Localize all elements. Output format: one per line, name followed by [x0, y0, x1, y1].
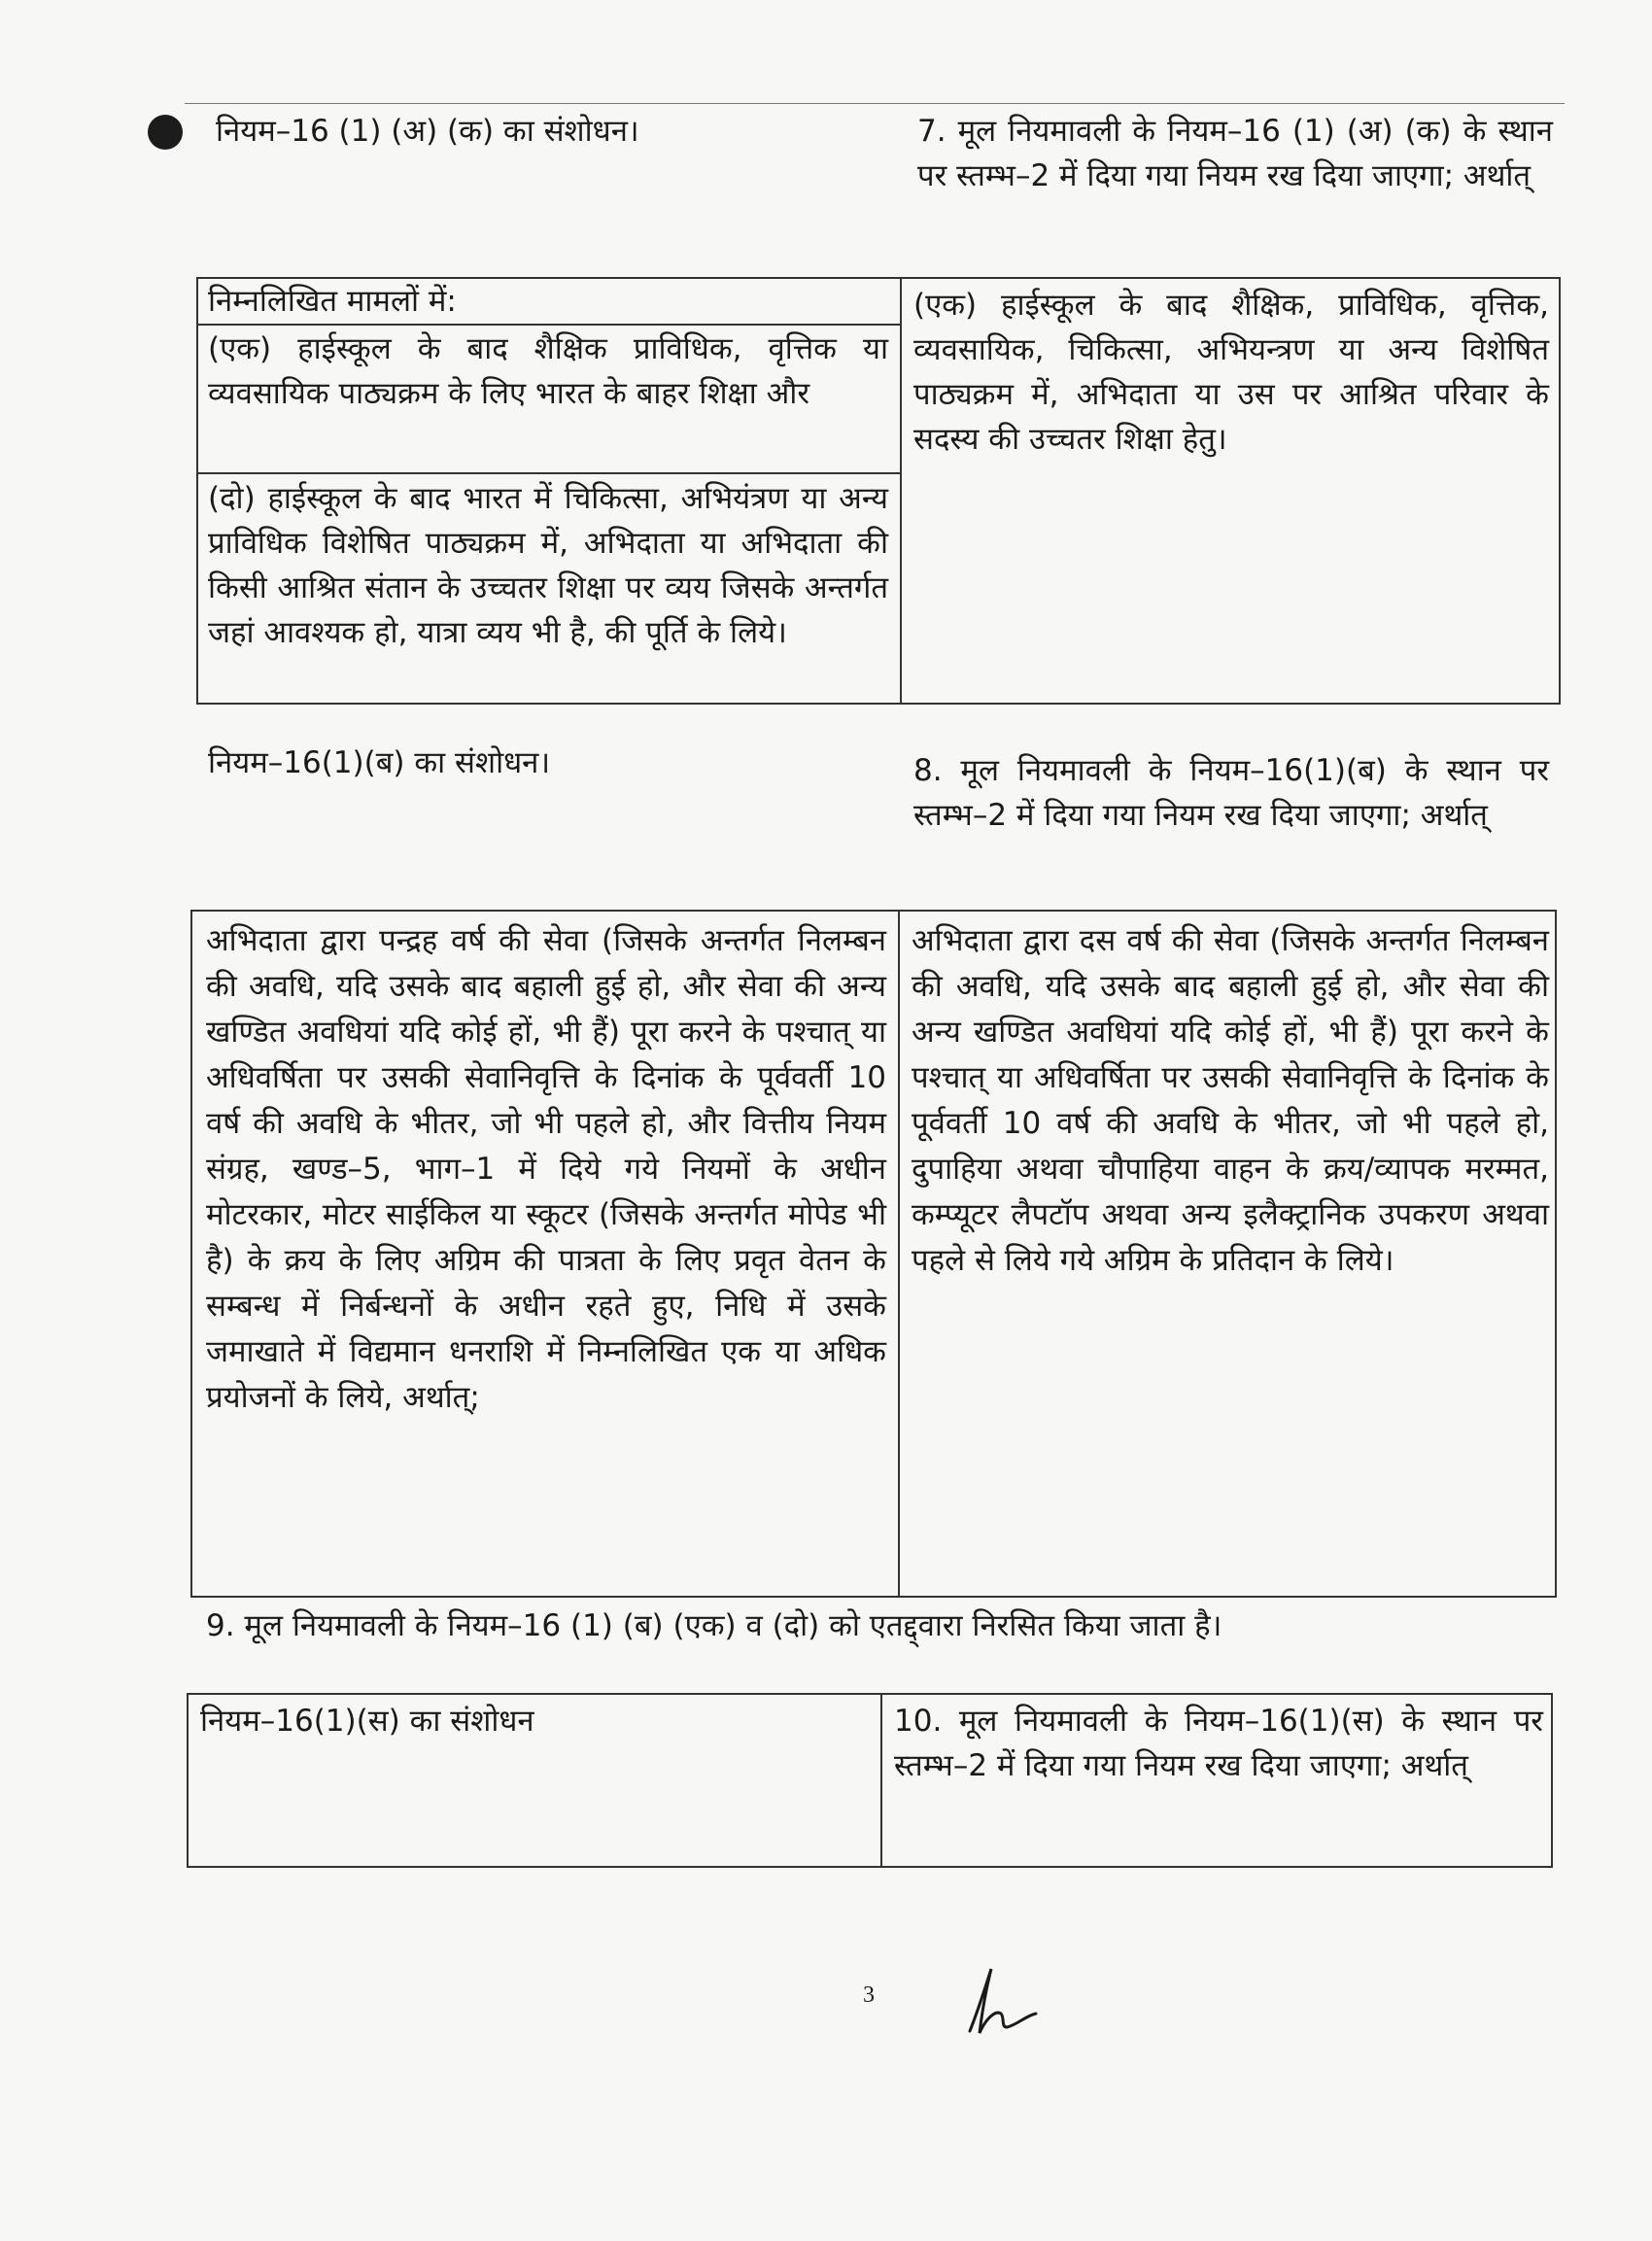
- section10-intro: 10. मूल नियमावली के नियम–16(1)(स) के स्थान पर स्तम्भ–2 में दिया गया नियम रख दिया जाएगा; अर्थात्: [894, 1704, 1543, 1783]
- section10-heading: नियम–16(1)(स) का संशोधन: [200, 1704, 534, 1739]
- page-number: 3: [863, 1982, 875, 2008]
- section7-heading: नियम–16 (1) (अ) (क) का संशोधन।: [216, 114, 639, 149]
- section8-column-divider: [898, 910, 900, 1598]
- section7-new-rule: (एक) हाईस्कूल के बाद शैक्षिक, प्राविधिक, वृत्तिक, व्यवसायिक, चिकित्सा, अभियन्त्रण या अन्य विशेषित पाठ्यक्रम में, अभिदाता या उस पर आश्रित परिवार के सदस्य की उच्चतर शिक्षा हेतु।: [913, 288, 1549, 457]
- section7-row-divider-2: [196, 472, 900, 474]
- section7-old-rule-b: (दो) हाईस्कूल के बाद भारत में चिकित्सा, अभियंत्रण या अन्य प्राविधिक विशेषित पाठ्यक्रम में, अभिदाता या अभिदाता की किसी आश्रित संतान के उच्चतर शिक्षा पर व्यय जिसके अन्तर्गत जहां आवश्यक हो, यात्रा व्यय भी है, की पूर्ति के लिये।: [208, 481, 888, 650]
- punch-hole: [148, 115, 183, 150]
- section7-row-divider-1: [196, 324, 900, 326]
- section8-new-rule: अभिदाता द्वारा दस वर्ष की सेवा (जिसके अन्तर्गत निलम्बन की अवधि, यदि उसके बाद बहाली हुई हो, और सेवा की अन्य खण्डित अवधियां यदि कोई हों, भी हैं) पूरा करने के पश्चात् या अधिवर्षिता पर उसकी सेवानिवृत्ति के दिनांक के पूर्ववर्ती 10 वर्ष की अवधि के भीतर, जो भी पहले हो, दुपाहिया अथवा चौपाहिया वाहन के क्रय/व्यापक मरम्मत, कम्प्यूटर लैपटॉप अथवा अन्य इलैक्ट्रानिक उपकरण अथवा पहले से लिये गये अग्रिम के प्रतिदान के लिये।: [912, 923, 1549, 1278]
- section9-text: 9. मूल नियमावली के नियम–16 (1) (ब) (एक) व (दो) को एतद्द्वारा निरसित किया जाता है।: [206, 1608, 1222, 1643]
- signature-mark: [962, 1963, 1050, 2041]
- section7-column-divider: [900, 277, 902, 705]
- section7-old-rule-a: (एक) हाईस्कूल के बाद शैक्षिक प्राविधिक, वृत्तिक या व्यवसायिक पाठ्यक्रम के लिए भारत के बाहर शिक्षा और: [208, 331, 888, 411]
- section8-intro: 8. मूल नियमावली के नियम–16(1)(ब) के स्थान पर स्तम्भ–2 में दिया गया नियम रख दिया जाएगा; अर्थात्: [913, 753, 1549, 833]
- top-rule: [185, 103, 1565, 104]
- section10-column-divider: [880, 1693, 882, 1868]
- section8-heading: नियम–16(1)(ब) का संशोधन।: [208, 745, 551, 780]
- section7-old-rule-header: निम्नलिखित मामलों में:: [208, 284, 457, 319]
- section7-intro: 7. मूल नियमावली के नियम–16 (1) (अ) (क) के स्थान पर स्तम्भ–2 में दिया गया नियम रख दिया जाएगा; अर्थात्: [917, 114, 1553, 193]
- section8-old-rule: अभिदाता द्वारा पन्द्रह वर्ष की सेवा (जिसके अन्तर्गत निलम्बन की अवधि, यदि उसके बाद बहाली हुई हो, और सेवा की अन्य खण्डित अवधियां यदि कोई हों, भी हैं) पूरा करने के पश्चात् या अधिवर्षिता पर उसकी सेवानिवृत्ति के दिनांक के पूर्ववर्ती 10 वर्ष की अवधि के भीतर, जो भी पहले हो, और वित्तीय नियम संग्रह, खण्ड–5, भाग–1 में दिये गये नियमों के अधीन मोटरकार, मोटर साईकिल या स्कूटर (जिसके अन्तर्गत मोपेड भी है) के क्रय के लिए अग्रिम की पात्रता के लिए प्रवृत वेतन के सम्बन्ध में निर्बन्धनों के अधीन रहते हुए, निधि में उसके जमाखाते में विद्यमान धनराशि में निम्नलिखित एक या अधिक प्रयोजनों के लिये, अर्थात्;: [206, 923, 886, 1415]
